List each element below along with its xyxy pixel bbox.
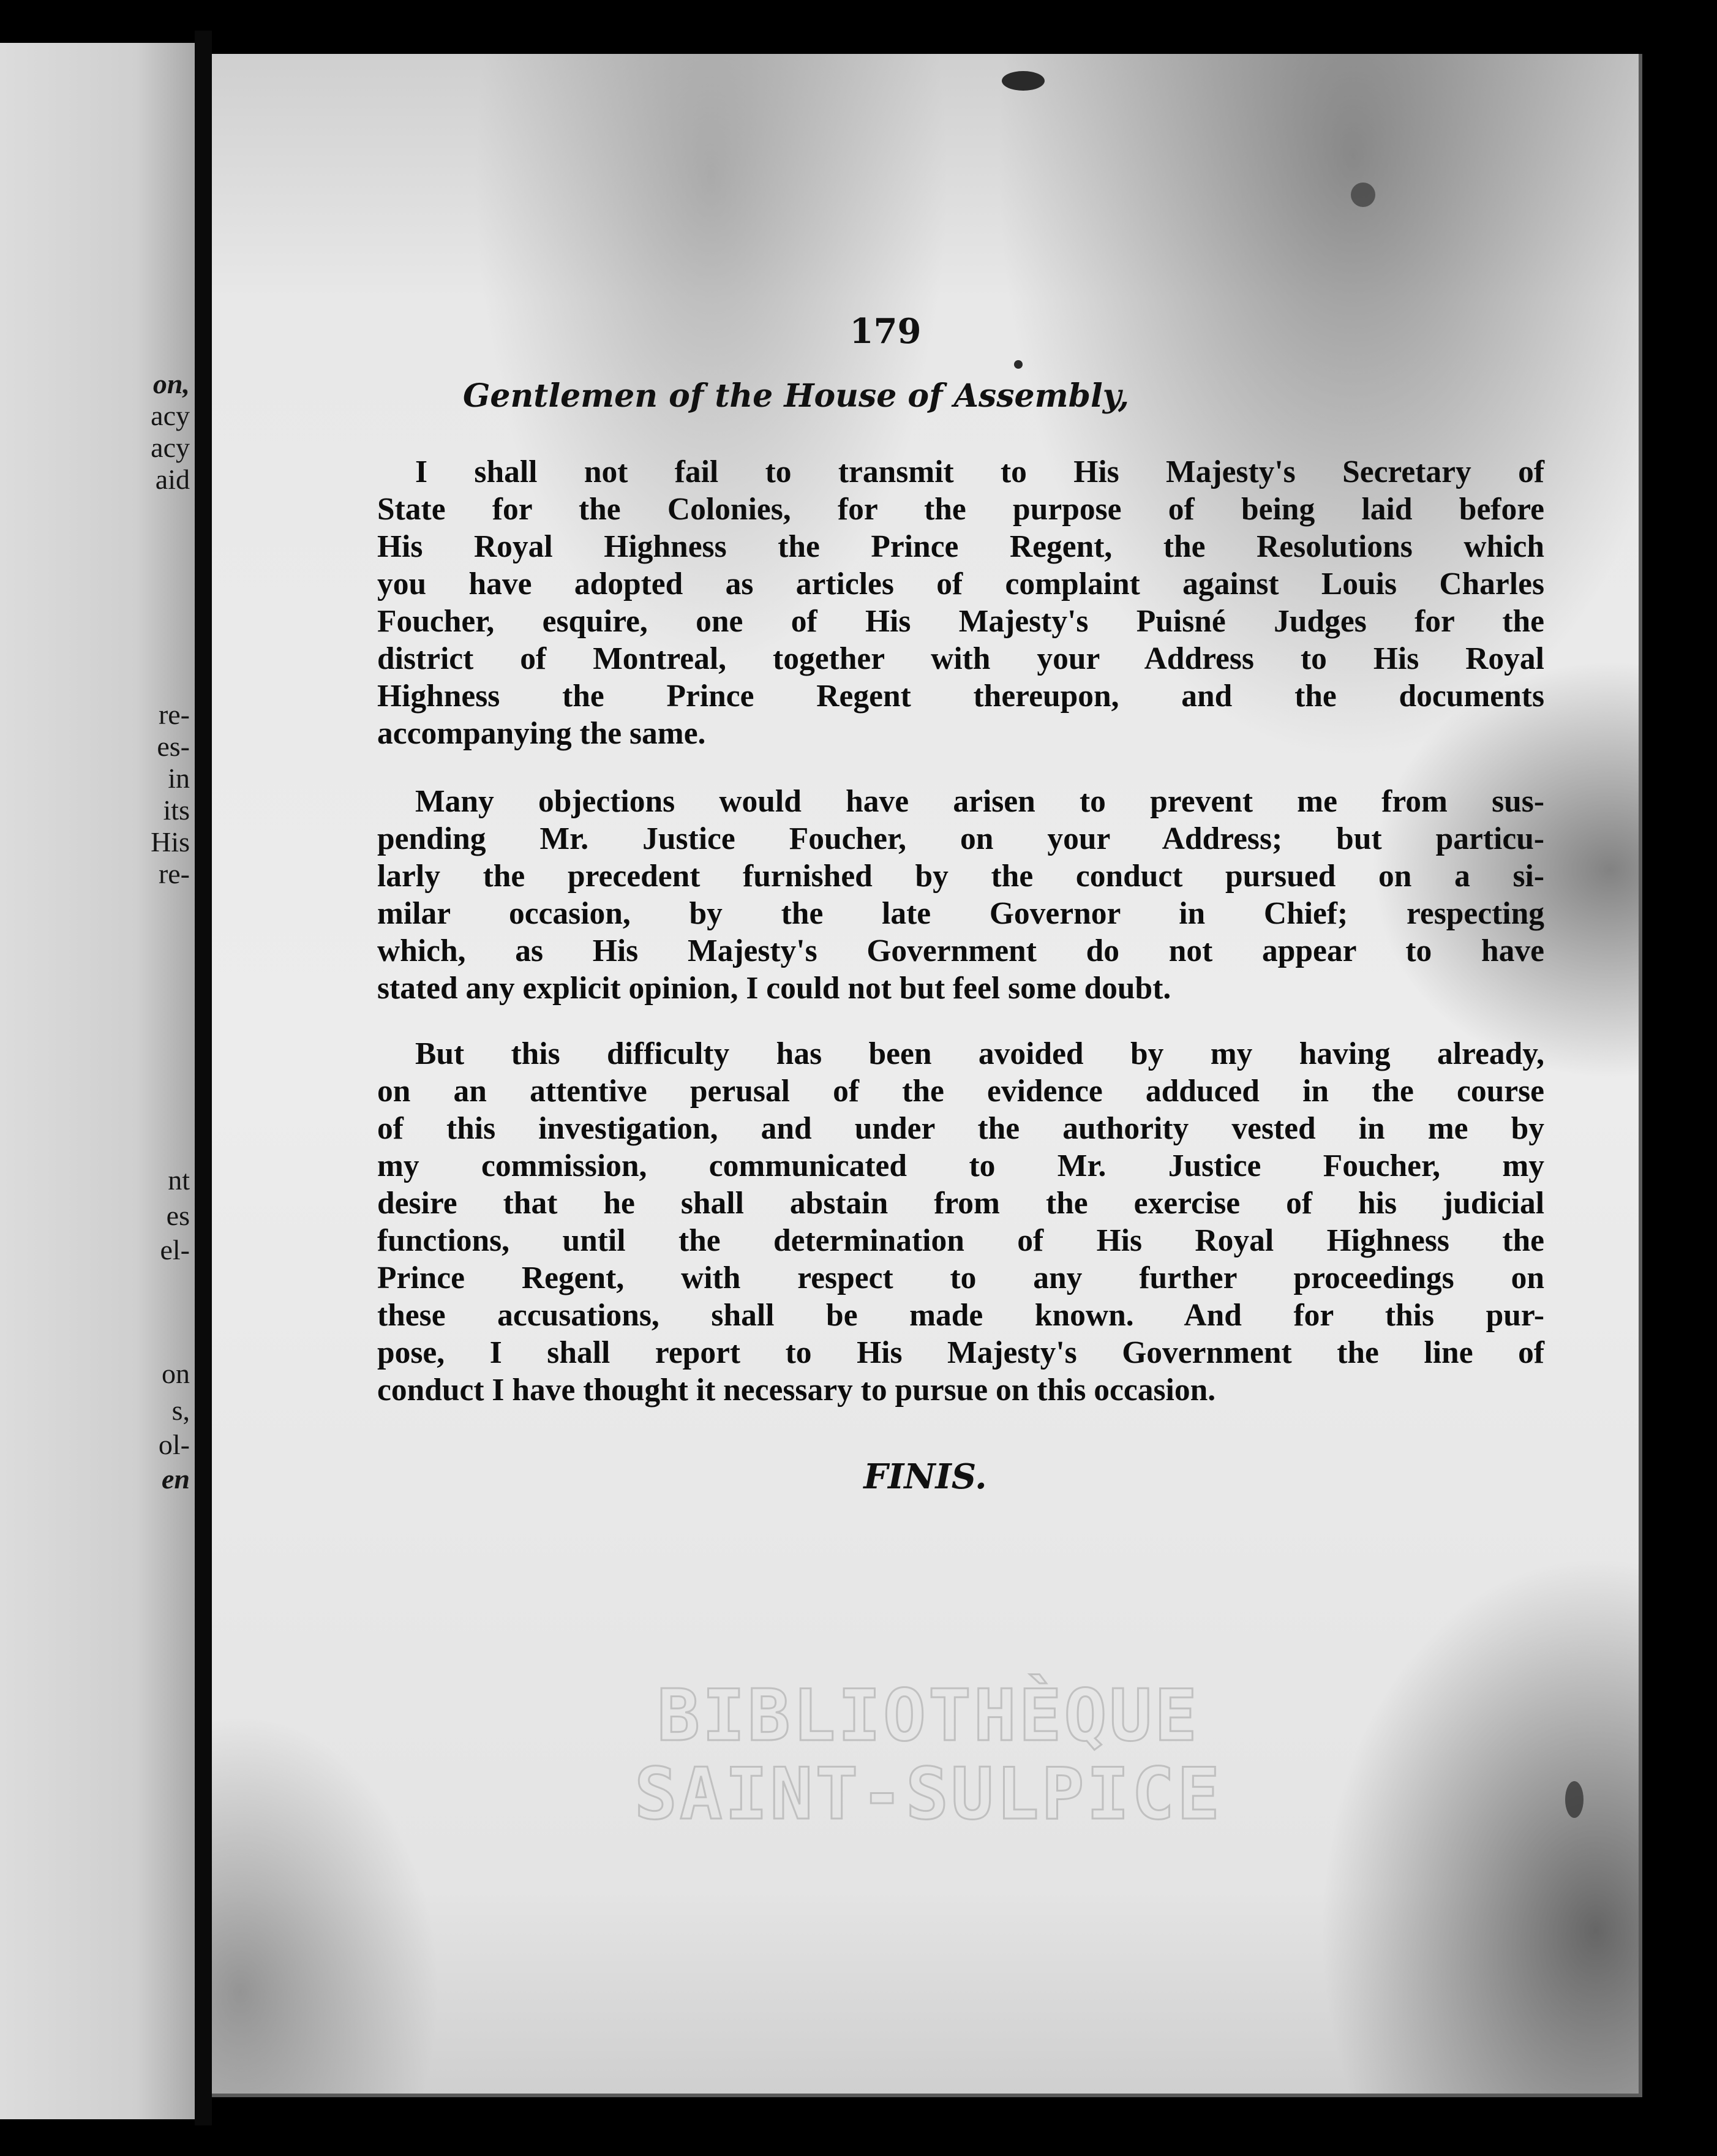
left-fragment-text: el- <box>160 1234 190 1265</box>
text-line: But this difficulty has been avoided by my having already, <box>415 1036 1544 1071</box>
book-spine <box>195 31 212 2125</box>
left-fragment-text: re- <box>158 858 190 889</box>
text-line: milar occasion, by the late Governor in Chief; respecting <box>377 896 1544 931</box>
left-fragment-text: en <box>162 1463 190 1494</box>
stain-mark <box>1565 1781 1584 1818</box>
stain-mark <box>1002 71 1045 91</box>
library-stamp <box>604 1677 1253 1834</box>
text-line: pending Mr. Justice Foucher, on your Address; but particu- <box>377 821 1544 856</box>
text-line: I shall not fail to transmit to His Majesty's Secretary of <box>415 454 1544 489</box>
text-line: functions, until the determination of His Royal Highness the <box>377 1223 1544 1258</box>
left-fragment-text: on, <box>152 368 190 399</box>
stain-mark <box>1351 183 1375 207</box>
page-number: 179 <box>849 311 922 352</box>
text-line: Highness the Prince Regent thereupon, and the documents <box>377 679 1544 714</box>
left-fragment-text: on <box>162 1358 190 1389</box>
text-line: desire that he shall abstain from the exercise of his judicial <box>377 1186 1544 1221</box>
text-line: my commission, communicated to Mr. Justice Foucher, my <box>377 1148 1544 1183</box>
stamp-line-1: BIBLIOTHÈQUE <box>656 1675 1200 1757</box>
left-fragment-text: re- <box>158 699 190 730</box>
finis-closing: FINIS. <box>863 1457 987 1497</box>
text-line: accompanying the same. <box>377 716 706 751</box>
paragraph-2 <box>377 783 1544 1007</box>
left-fragment-text: its <box>163 794 190 826</box>
left-fragment-text: acy <box>151 432 190 463</box>
left-fragment-text: nt <box>168 1164 190 1196</box>
text-line: stated any explicit opinion, I could not but feel some doubt. <box>377 971 1171 1006</box>
left-fragment-text: His <box>151 826 190 858</box>
text-line: His Royal Highness the Prince Regent, the Resolutions which <box>377 529 1544 564</box>
paragraph-1 <box>377 453 1544 752</box>
text-line: conduct I have thought it necessary to pursue on this occasion. <box>377 1373 1216 1408</box>
left-fragment-text: es <box>166 1200 190 1231</box>
left-fragment-text: acy <box>151 400 190 431</box>
text-line: you have adopted as articles of complaint against Louis Charles <box>377 567 1544 601</box>
text-line: on an attentive perusal of the evidence adduced in the course <box>377 1074 1544 1109</box>
left-fragment-text: s, <box>171 1395 190 1426</box>
left-fragment-text: es- <box>157 731 190 762</box>
document-page <box>212 54 1642 2097</box>
text-line: Many objections would have arisen to prevent me from sus- <box>415 784 1544 819</box>
salutation: Gentlemen of the House of Assembly, <box>463 377 1130 415</box>
text-line: Prince Regent, with respect to any further proceedings on <box>377 1261 1544 1295</box>
text-line: of this investigation, and under the authority vested in me by <box>377 1111 1544 1146</box>
left-fragment-text: in <box>168 763 190 794</box>
stain-mark <box>1014 360 1023 369</box>
text-line: these accusations, shall be made known. And for this pur- <box>377 1298 1544 1333</box>
text-line: pose, I shall report to His Majesty's Government the line of <box>377 1335 1544 1370</box>
left-fragment-text: aid <box>155 464 190 495</box>
left-page-fragment <box>0 43 195 2119</box>
text-line: district of Montreal, together with your Address to His Royal <box>377 641 1544 676</box>
text-line: Foucher, esquire, one of His Majesty's Puisné Judges for the <box>377 604 1544 639</box>
left-fragment-text: ol- <box>158 1429 190 1460</box>
text-line: larly the precedent furnished by the conduct pursued on a si- <box>377 859 1544 894</box>
paragraph-3 <box>377 1035 1544 1409</box>
text-line: which, as His Majesty's Government do not appear to have <box>377 933 1544 968</box>
text-line: State for the Colonies, for the purpose of being laid before <box>377 492 1544 527</box>
stamp-line-2: SAINT-SULPICE <box>634 1753 1222 1836</box>
